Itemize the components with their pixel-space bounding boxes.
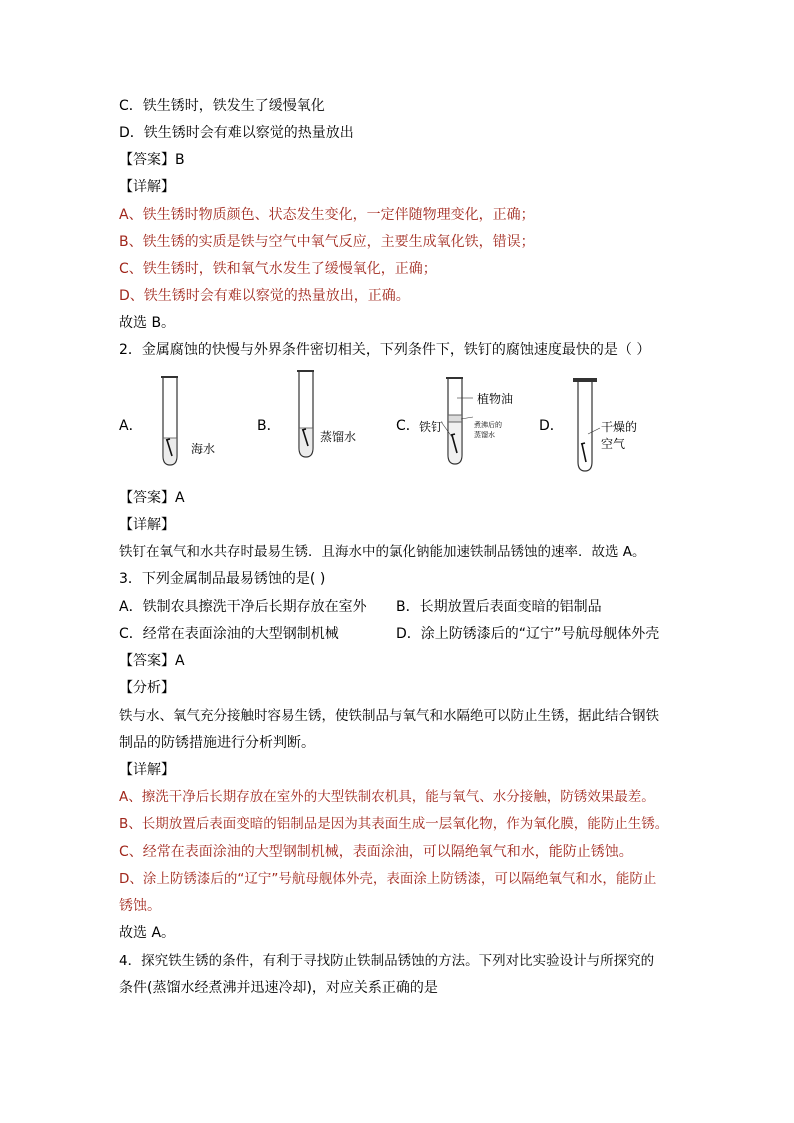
- q1-conclusion: 故选 B。: [119, 315, 176, 331]
- q3-detail-heading: 【详解】: [119, 762, 175, 778]
- q3-detail-line: A、擦洗干净后长期存放在室外的大型铁制农机具，能与氧气、水分接触，防锈效果最差。: [119, 789, 655, 805]
- q2-option-a-letter: A．: [119, 418, 143, 434]
- q3-stem: 3．下列金属制品最易锈蚀的是( ): [119, 571, 326, 587]
- q2-option-d-letter: D．: [539, 418, 564, 434]
- test-tube-d-icon: [570, 378, 600, 474]
- q3-option-b: B．长期放置后表面变暗的铝制品: [396, 599, 602, 615]
- q1-detail-line: A、铁生锈时物质颜色、状态发生变化，一定伴随物理变化，正确；: [119, 207, 535, 223]
- q2-option-c-oil-label: 植物油: [477, 392, 514, 406]
- q2-option-d-label: 干燥的: [601, 420, 638, 434]
- q1-detail-line: D、铁生锈时会有难以察觉的热量放出，正确。: [119, 288, 410, 304]
- q2-option-b-label: 蒸馏水: [320, 430, 357, 444]
- q3-analysis-line: 制品的防锈措施进行分析判断。: [119, 735, 315, 751]
- q3-analysis-line: 铁与水、氧气充分接触时容易生锈，使铁制品与氧气和水隔绝可以防止生锈，据此结合钢铁: [119, 708, 659, 724]
- q2-option-b-letter: B．: [257, 418, 281, 434]
- test-tube-a-icon: [158, 376, 188, 468]
- q3-conclusion: 故选 A。: [119, 925, 176, 941]
- q2-option-a-label: 海水: [191, 442, 216, 456]
- q3-analysis-heading: 【分析】: [119, 680, 175, 696]
- q3-option-a: A．铁制农具擦洗干净后长期存放在室外: [119, 599, 367, 615]
- q2-stem: 2．金属腐蚀的快慢与外界条件密切相关，下列条件下，铁钉的腐蚀速度最快的是（ ）: [119, 342, 651, 358]
- q4-stem-line: 条件(蒸馏水经煮沸并迅速冷却)，对应关系正确的是: [119, 980, 438, 996]
- q1-option-d: D．铁生锈时会有难以察觉的热量放出: [119, 125, 354, 141]
- q2-detail-heading: 【详解】: [119, 517, 175, 533]
- q1-detail-line: B、铁生锈的实质是铁与空气中氧气反应，主要生成氧化铁，错误；: [119, 234, 535, 250]
- q3-detail-line: 锈蚀。: [119, 898, 161, 914]
- q3-detail-line: D、涂上防锈漆后的“辽宁”号航母舰体外壳，表面涂上防锈漆，可以隔绝氧气和水，能防止: [119, 871, 657, 887]
- q1-answer: 【答案】B: [119, 152, 185, 168]
- q4-stem-line: 4．探究铁生锈的条件，有利于寻找防止铁制品锈蚀的方法。下列对比实验设计与所探究的: [119, 953, 655, 969]
- q1-detail-heading: 【详解】: [119, 179, 175, 195]
- q1-option-c: C．铁生锈时，铁发生了缓慢氧化: [119, 98, 325, 114]
- q2-option-c-nail-label: 铁钉: [419, 420, 444, 434]
- q2-detail: 铁钉在氧气和水共存时最易生锈．且海水中的氯化钠能加速铁制品锈蚀的速率．故选 A。: [119, 544, 646, 560]
- q2-answer: 【答案】A: [119, 490, 185, 506]
- q1-detail-line: C、铁生锈时，铁和氧气水发生了缓慢氧化，正确；: [119, 261, 437, 277]
- q3-option-c: C．经常在表面涂油的大型钢制机械: [119, 626, 339, 642]
- q2-option-c-water-label: 煮沸后的: [474, 421, 502, 429]
- q3-detail-line: B、长期放置后表面变暗的铝制品是因为其表面生成一层氧化物，作为氧化膜，能防止生锈。: [119, 816, 669, 832]
- q2-option-d-label: 空气: [601, 437, 626, 451]
- test-tube-b-icon: [294, 370, 324, 462]
- q3-detail-line: C、经常在表面涂油的大型钢制机械，表面涂油，可以隔绝氧气和水，能防止锈蚀。: [119, 844, 633, 860]
- q3-option-d: D．涂上防锈漆后的“辽宁”号航母舰体外壳: [396, 626, 660, 642]
- q2-option-c-letter: C．: [396, 418, 420, 434]
- q2-option-c-water-label: 蒸馏水: [474, 431, 495, 439]
- q3-answer: 【答案】A: [119, 653, 185, 669]
